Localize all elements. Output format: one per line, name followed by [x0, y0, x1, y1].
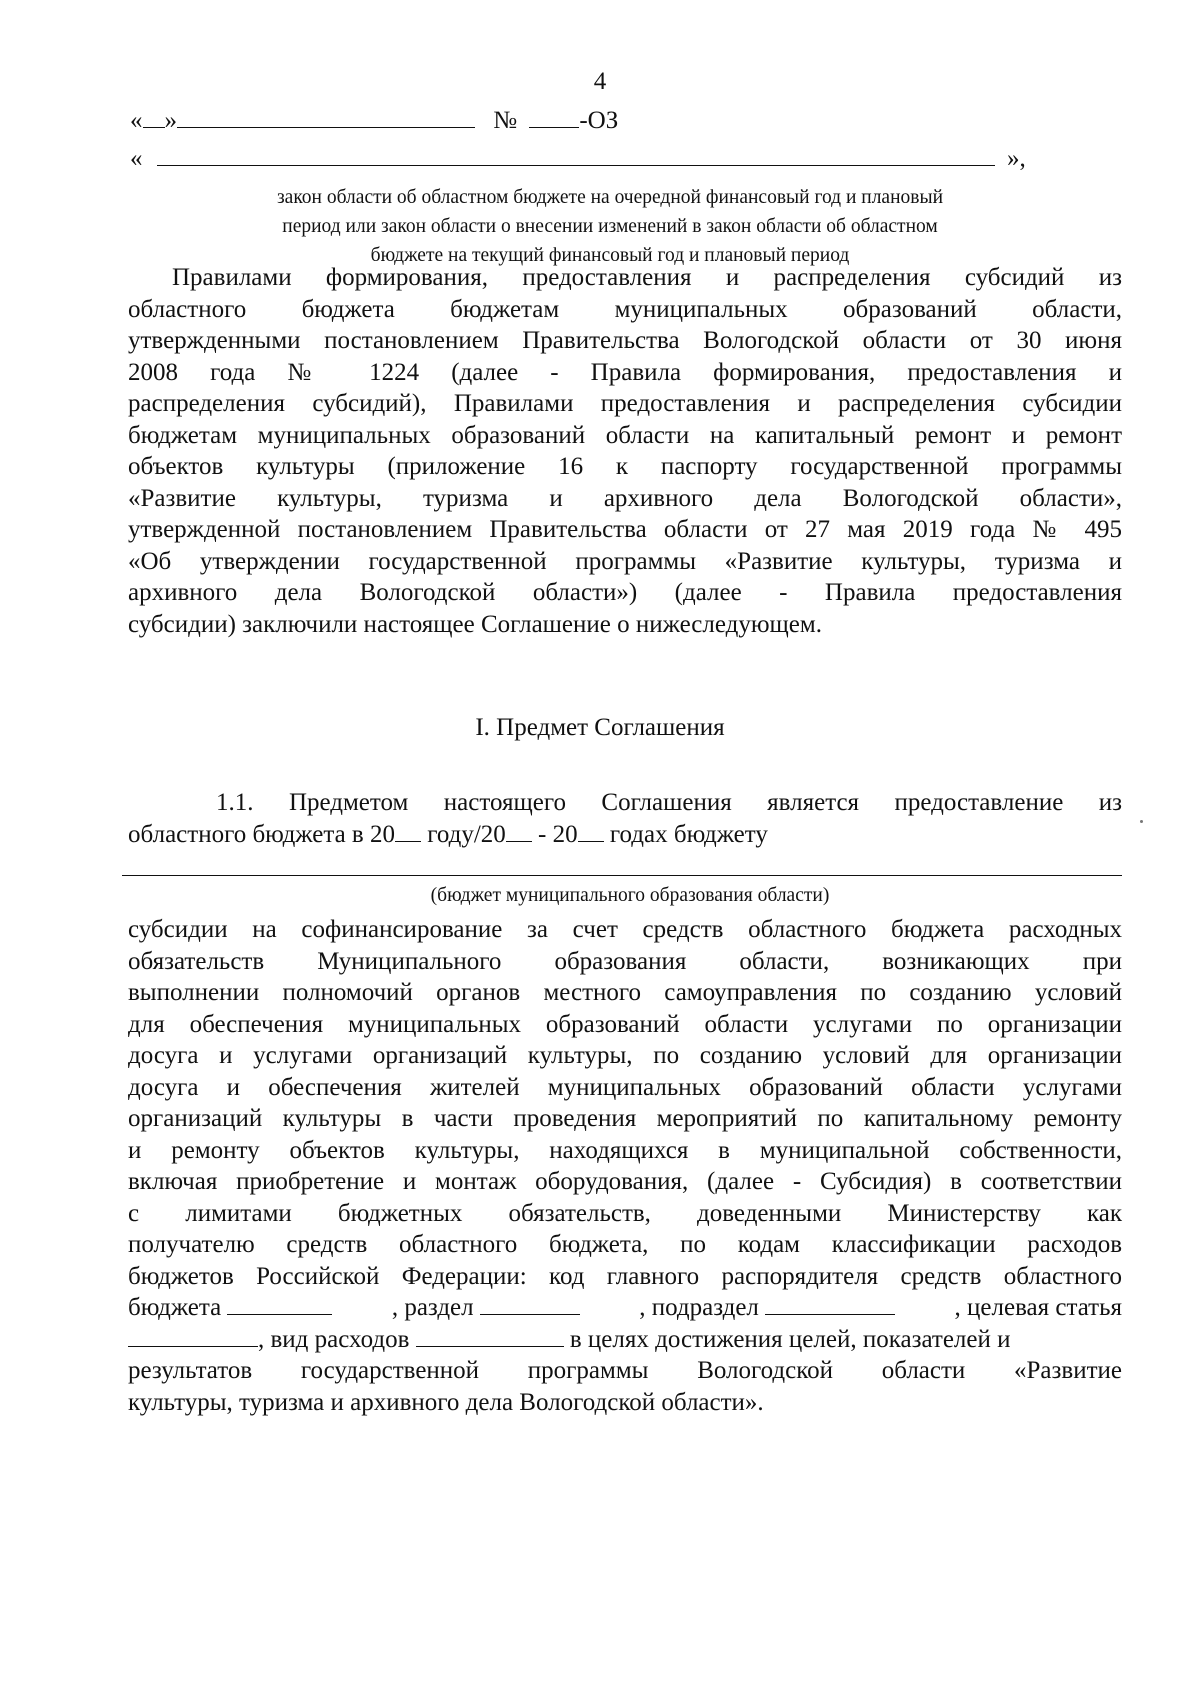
text-line: субсидии) заключили настоящее Соглашение о нижеследующем.: [128, 610, 822, 638]
year-blank: [395, 821, 421, 842]
budget-caption: (бюджет муниципального образования области): [430, 885, 830, 906]
law-number-blank: [529, 105, 579, 128]
date-number-line: [130, 105, 618, 135]
codes-expense-label: , вид расходов: [258, 1325, 410, 1353]
text-line: распределения субсидий), Правилами предоставления и распределения субсидии: [128, 390, 1122, 417]
clause-text: областного бюджета в 20: [128, 820, 395, 848]
text-line: субсидии на софинансирование за счет средств областного бюджета расходных: [128, 916, 1122, 943]
text-line: культуры, туризма и архивного дела Вологодской области».: [128, 1388, 764, 1416]
quote-close: »,: [1007, 145, 1026, 172]
section-title: I. Предмет Соглашения: [475, 714, 725, 741]
text-line: утвержденной постановлением Правительства области от 27 мая 2019 года № 495: [128, 516, 1122, 543]
clause-line-2: [128, 819, 1122, 851]
scan-speck: [1140, 820, 1143, 823]
month-year-blank: [177, 105, 475, 128]
law-title-blank: [157, 143, 995, 166]
codes-section-label: , раздел: [392, 1292, 580, 1324]
text-line: бюджетам муниципальных образований области на капитальный ремонт и ремонт: [128, 421, 1122, 449]
number-sign: №: [493, 107, 518, 134]
text-line: обязательств Муниципального образования области, возникающих при: [128, 947, 1122, 975]
text-line: объектов культуры (приложение 16 к паспорту государственной программы: [128, 453, 1122, 480]
clause-text: годах бюджету: [603, 820, 768, 848]
clause-text: - 20: [531, 820, 578, 848]
clause-text: году/20: [420, 820, 506, 848]
text-line: 2008 года № 1224 (далее - Правила формирования, предоставления и: [128, 358, 1122, 386]
number-suffix: -ОЗ: [579, 107, 619, 134]
intro-paragraph: [128, 262, 1122, 640]
expense-code-blank: [416, 1326, 564, 1347]
text-line: включая приобретение и монтаж оборудования, (далее - Субсидия) в соответствии: [128, 1168, 1122, 1195]
text-line: областного бюджета бюджетам муниципальных образований области,: [128, 295, 1122, 323]
text-line: утвержденными постановлением Правительства Вологодской области от 30 июня: [128, 327, 1122, 354]
year-blank: [506, 821, 532, 842]
budget-code-blank: [227, 1294, 332, 1315]
text-line: выполнении полномочий органов местного самоуправления по созданию условий: [128, 979, 1122, 1006]
text-line: получателю средств областного бюджета, по кодам классификации расходов: [128, 1231, 1122, 1258]
text-line: «Об утверждении государственной программы «Развитие культуры, туризма и: [128, 547, 1122, 575]
caption-line: период или закон области о внесении изменений в закон области об областном: [282, 216, 938, 237]
text-line: организаций культуры в части проведения мероприятий по капитальному ремонту: [128, 1105, 1122, 1132]
text-line: «Развитие культуры, туризма и архивного дела Вологодской области»,: [128, 484, 1122, 512]
caption-line: бюджете на текущий финансовый год и плановый период: [370, 245, 850, 266]
codes-target-label: , целевая статья: [954, 1294, 1122, 1321]
quote-open: «: [130, 145, 143, 172]
codes-line-2: [128, 1324, 1122, 1356]
year-blank: [578, 821, 604, 842]
text-line: бюджетов Российской Федерации: код главного распорядителя средств областного: [128, 1262, 1122, 1290]
clause-1-1: [128, 787, 1122, 850]
codes-rest-text: в целях достижения целей, показателей и: [563, 1325, 1011, 1353]
text-line: Правилами формирования, предоставления и распределения субсидий из: [172, 264, 1122, 291]
text-line: досуга и обеспечения жителей муниципальных образований области услугами: [128, 1073, 1122, 1101]
clause-line: 1.1. Предметом настоящего Соглашения является предоставление из: [216, 789, 1122, 816]
page-number: 4: [593, 68, 607, 95]
law-title-line: [130, 143, 1026, 173]
text-line: для обеспечения муниципальных образований области услугами по организации: [128, 1010, 1122, 1038]
subsection-code-blank: [765, 1294, 895, 1315]
text-line: досуга и услугами организаций культуры, по созданию условий для организации: [128, 1042, 1122, 1069]
codes-subsection-label: , подраздел: [639, 1292, 895, 1324]
date-open: «: [130, 107, 143, 134]
text-line: результатов государственной программы Вологодской области «Развитие: [128, 1357, 1122, 1384]
caption-line: закон области об областном бюджете на очередной финансовый год и плановый: [276, 187, 944, 208]
text-line: с лимитами бюджетных обязательств, доведенными Министерству как: [128, 1199, 1122, 1227]
law-title-caption: [180, 183, 1040, 270]
text-line: архивного дела Вологодской области») (далее - Правила предоставления: [128, 579, 1122, 606]
date-close: »: [164, 107, 177, 134]
body-paragraph: [128, 914, 1122, 1418]
codes-budget-label: бюджета: [128, 1292, 332, 1324]
day-blank: [143, 105, 165, 128]
section-code-blank: [480, 1294, 580, 1315]
text-line: и ремонту объектов культуры, находящихся в муниципальной собственности,: [128, 1136, 1122, 1164]
target-code-blank: [128, 1326, 258, 1347]
codes-line: [128, 1292, 1122, 1324]
budget-blank-line: [122, 875, 1122, 876]
